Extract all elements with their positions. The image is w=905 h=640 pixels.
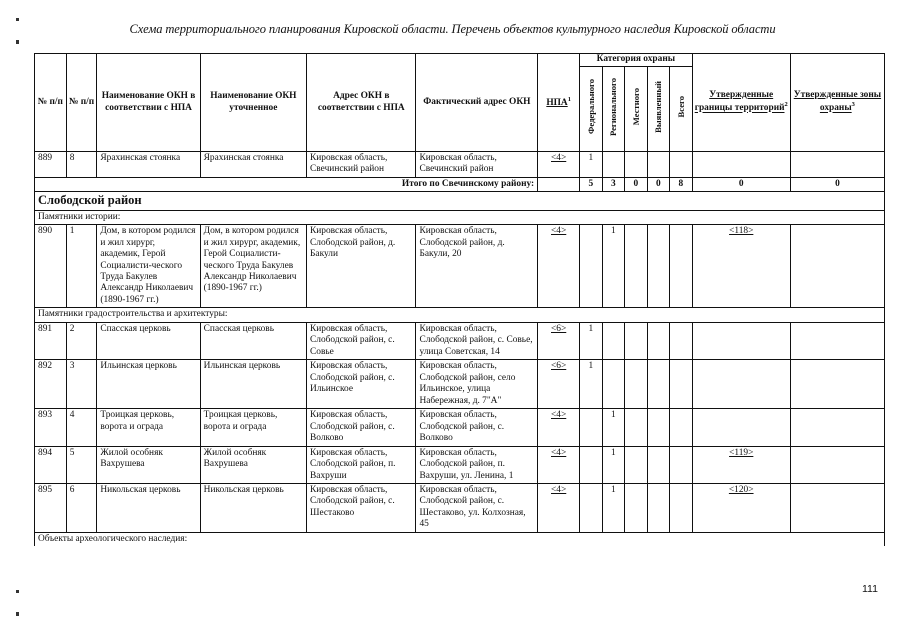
table-row: 894 5 Жилой особняк Вахрушева Жилой особняк Вахрушева Кировская область, Слободской район, п. Вахруши Кировская область, Слободской район, п. Вахруши, ул. Ленина, 1 <4> 1 <119> bbox=[35, 446, 885, 483]
total-row: Итого по Свечинскому району: 5 3 0 0 8 0 0 bbox=[35, 177, 885, 191]
col-borders: Утвержденные границы территорий$^2$ bbox=[692, 54, 790, 152]
architecture-rows bbox=[35, 322, 885, 532]
col-name-refined: Наименование ОКН уточненное bbox=[200, 54, 306, 152]
col-num2: № п/п bbox=[66, 54, 97, 152]
scan-mark bbox=[16, 590, 19, 593]
col-cat-regional: Регионального bbox=[602, 67, 625, 152]
heritage-table bbox=[34, 53, 885, 546]
col-npa: НПА$^1$ bbox=[538, 54, 580, 152]
header-row bbox=[35, 54, 885, 67]
table-row: 892 3 Ильинская церковь Ильинская церковь Кировская область, Слободской район, с. Ильинское Кировская область, Слободской район, село Ильинское, улица Набережная, д. 7"А" <6> 1 bbox=[35, 360, 885, 409]
col-cat-identified: Выявленный bbox=[647, 67, 670, 152]
section-heading: Объекты археологического наследия: bbox=[35, 532, 885, 546]
scan-mark bbox=[16, 18, 19, 21]
table-row: 890 1 Дом, в котором родился и жил хирург, академик, Герой Социалисти-ческого Труда Бакулев Александр Николаевич (1890-1967 гг.) Дом, в котором родился и жил хирург, академик, Герой Социалисти-ческого Труда Бакулев Александр Николаевич (1890-1967 гг.) Кировская область, Слободской район, д. Бакули Кировская область, Слободской район, д. Бакули, 20 <4> 1 <118> bbox=[35, 225, 885, 308]
scan-mark bbox=[16, 612, 19, 616]
page-title: Схема территориального планирования Кировской области. Перечень объектов культурного наследия Кировской области bbox=[129, 22, 776, 36]
col-cat-local: Местного bbox=[625, 67, 648, 152]
section-heading: Памятники истории: bbox=[35, 210, 885, 224]
section-heading: Памятники градостроительства и архитектуры: bbox=[35, 308, 885, 322]
table-row: 889 8 Ярахинская стоянка Ярахинская стоянка Кировская область, Свечинский район Кировская область, Свечинский район <4> 1 bbox=[35, 152, 885, 178]
scan-mark bbox=[16, 40, 19, 44]
col-category: Категория охраны bbox=[580, 54, 693, 67]
table-row: 891 2 Спасская церковь Спасская церковь Кировская область, Слободской район, с. Совье Кировская область, Слободской район, с. Совье, улица Советская, 14 <6> 1 bbox=[35, 322, 885, 359]
col-zones: Утвержденные зоны охраны$^3$ bbox=[790, 54, 884, 152]
col-num1: № п/п bbox=[35, 54, 67, 152]
col-name-npa: Наименование ОКН в соответствии с НПА bbox=[97, 54, 200, 152]
district-heading: Слободской район bbox=[35, 192, 885, 210]
col-address-npa: Адрес ОКН в соответствии с НПА bbox=[307, 54, 416, 152]
page-number: 111 bbox=[862, 583, 878, 595]
table-row: 893 4 Троицкая церковь, ворота и ограда Троицкая церковь, ворота и ограда Кировская область, Слободской район, с. Волково Кировская область, Слободской район, с. Волково <4> 1 bbox=[35, 409, 885, 446]
table-row: 895 6 Никольская церковь Никольская церковь Кировская область, Слободской район, с. Шестаково Кировская область, Слободской район, с. Шестаково, ул. Колхозная, 45 <4> 1 <120> bbox=[35, 483, 885, 532]
col-address-actual: Фактический адрес ОКН bbox=[416, 54, 538, 152]
col-cat-total: Всего bbox=[670, 67, 693, 152]
col-cat-federal: Федерального bbox=[580, 67, 603, 152]
